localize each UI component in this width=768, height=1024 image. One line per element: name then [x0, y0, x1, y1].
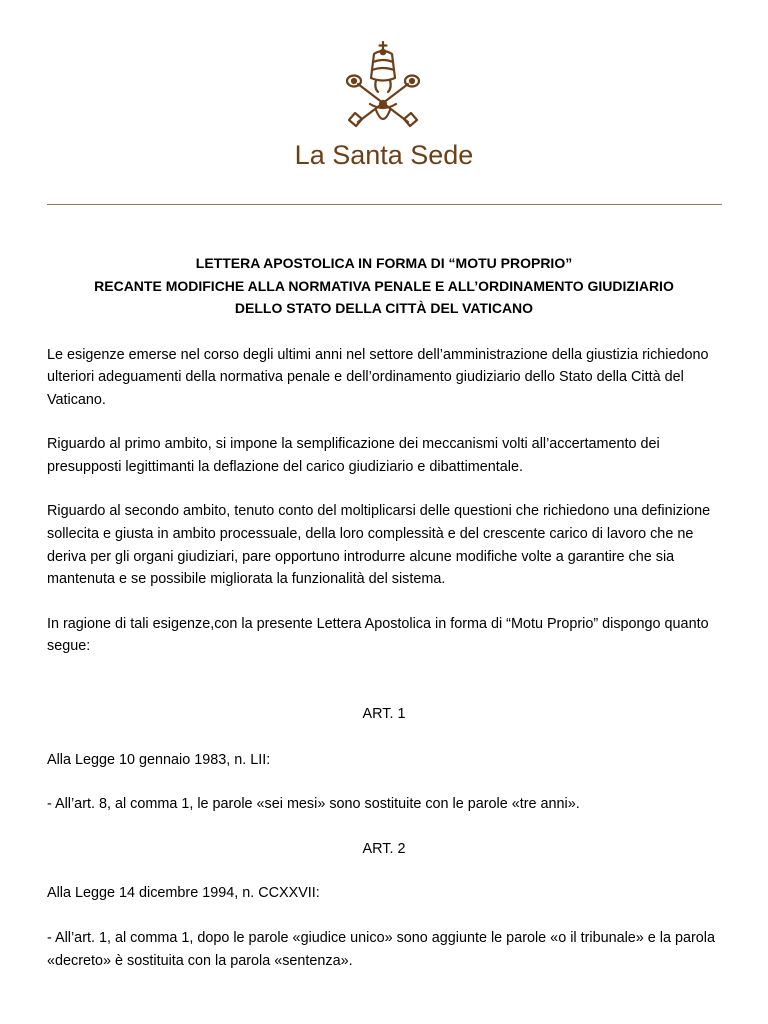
page-header — [0, 0, 768, 210]
document-title — [47, 252, 721, 320]
document-title-line-1: LETTERA APOSTOLICA IN FORMA DI “MOTU PROPRIO” — [195, 255, 573, 271]
article-2-law: Alla Legge 14 dicembre 1994, n. CCXXVII: — [47, 885, 320, 902]
document-body — [47, 252, 721, 972]
papal-coat-of-arms-icon — [338, 40, 428, 132]
paragraph-2: Riguardo al primo ambito, si impone la semplificazione dei meccanismi volti all’accertamento dei presupposti legittimanti la deflazione del carico giudiziario e dibattimentale. — [47, 436, 660, 475]
article-2-amendment: - All’art. 1, al comma 1, dopo le parole «giudice unico» sono aggiunte le parole «o il tribunale» e la parola «decreto» è sostituita con la parola «sentenza». — [47, 930, 715, 969]
paragraph-1: Le esigenze emerse nel corso degli ultimi anni nel settore dell’amministrazione della giustizia richiedono ulteriori adeguamenti della normativa penale e dell’ordinamento giudiziario dello Stato della Città del Vaticano. — [47, 346, 709, 408]
article-1-law: Alla Legge 10 gennaio 1983, n. LII: — [47, 751, 271, 768]
article-1-amendment: - All’art. 8, al comma 1, le parole «sei mesi» sono sostituite con le parole «tre anni». — [47, 796, 580, 813]
document-title-line-3: DELLO STATO DELLA CITTÀ DEL VATICANO — [234, 300, 534, 316]
header-divider — [47, 204, 722, 205]
article-2-heading: ART. 2 — [362, 840, 406, 857]
article-1-heading: ART. 1 — [362, 706, 406, 723]
document-title-line-2: RECANTE MODIFICHE ALLA NORMATIVA PENALE E ALL’ORDINAMENTO GIUDIZIARIO — [94, 277, 674, 294]
site-title[interactable]: La Santa Sede — [294, 140, 474, 170]
paragraph-4: In ragione di tali esigenze,con la presente Lettera Apostolica in forma di “Motu Proprio” dispongo quanto segue: — [47, 615, 709, 655]
paragraph-3: Riguardo al secondo ambito, tenuto conto del moltiplicarsi delle questioni che richiedono una definizione sollecita e giusta in ambito processuale, della loro complessità e del crescente carico di lavoro che ne deriva per gli organi giudiziari, pare opportuno introdurre alcune modifiche volte a garantire che sia mantenuta e se possibile migliorata la funzionalità del sistema. — [47, 503, 711, 588]
